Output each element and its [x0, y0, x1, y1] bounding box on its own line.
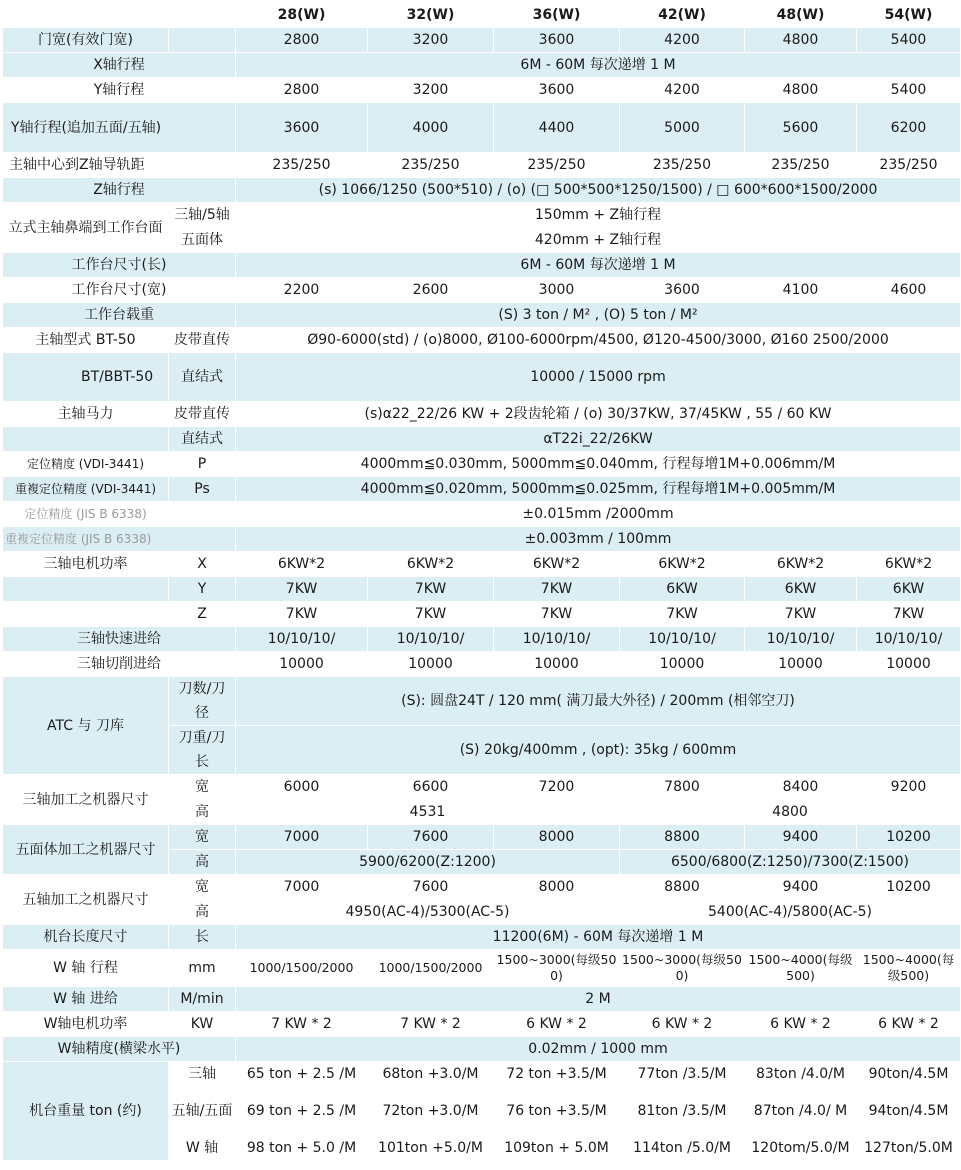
cell-value: 10000: [236, 652, 368, 677]
row-sublabel: P: [169, 452, 236, 477]
cell-value: 114ton /5.0/M: [620, 1136, 745, 1161]
cell-value: 4000mm≦0.030mm, 5000mm≦0.040mm, 行程每增1M+0.006mm/M: [236, 452, 961, 477]
cell-value: 10000: [620, 652, 745, 677]
row-label: 主轴型式 BT-50: [3, 328, 169, 353]
cell-value: (S) 20kg/400mm , (opt): 35kg / 600mm: [236, 726, 961, 775]
cell-value: 8000: [494, 825, 620, 850]
spec-row-weight-1: [3, 1062, 961, 1087]
row-sublabel: Z: [169, 602, 236, 627]
spec-row-dim5axis-w: [3, 875, 961, 900]
cell-value: 7KW: [494, 577, 620, 602]
cell-value: 3200: [368, 28, 494, 53]
cell-value: 3600: [236, 103, 368, 153]
cell-value: Ø90-6000(std) / (o)8000, Ø100-6000rpm/4500, Ø120-4500/3000, Ø160 2500/2000: [236, 328, 961, 353]
row-label-empty: [3, 577, 169, 602]
cell-value: 1500~4000(每级500): [857, 950, 961, 987]
row-label: Z轴行程: [3, 178, 236, 203]
cell-value: 4400: [494, 103, 620, 153]
row-label-empty: [3, 602, 169, 627]
row-label: 五轴加工之机器尺寸: [3, 875, 169, 925]
row-sublabel: 直结式: [169, 353, 236, 402]
cell-value: 4800: [745, 28, 857, 53]
spec-row-x-travel: [3, 53, 961, 78]
cell-value: 6KW*2: [236, 552, 368, 577]
cell-value: 2800: [236, 78, 368, 103]
spec-table: [2, 2, 961, 1161]
row-sublabel: 宽: [169, 875, 236, 900]
row-label: 主轴中心到Z轴导轨距: [3, 153, 236, 178]
cell-value: 235/250: [620, 153, 745, 178]
spec-row-w-feed: [3, 987, 961, 1012]
cell-value: 4000mm≦0.020mm, 5000mm≦0.025mm, 行程每增1M+0.005mm/M: [236, 477, 961, 502]
row-sublabel: 刀重/刀长: [169, 726, 236, 775]
row-sublabel: 三轴: [169, 1062, 236, 1087]
row-sublabel: KW: [169, 1012, 236, 1037]
cell-value: 6 KW * 2: [857, 1012, 961, 1037]
cell-value: 10/10/10/: [745, 627, 857, 652]
cell-value: 0.02mm / 1000 mm: [236, 1037, 961, 1062]
spec-row-y-travel: [3, 78, 961, 103]
cell-value: 3600: [620, 278, 745, 303]
row-label: W轴电机功率: [3, 1012, 169, 1037]
cell-value: 6KW*2: [620, 552, 745, 577]
cell-value: 1500~3000(每级500): [494, 950, 620, 987]
cell-value: 87ton /4.0/ M: [745, 1087, 857, 1136]
cell-value: 72 ton +3.5/M: [494, 1062, 620, 1087]
cell-value: 8400: [745, 775, 857, 800]
cell-value: ±0.003mm / 100mm: [236, 527, 961, 552]
cell-value: 3200: [368, 78, 494, 103]
cell-value: 6500/6800(Z:1250)/7300(Z:1500): [620, 850, 961, 875]
cell-value: 6 KW * 2: [745, 1012, 857, 1037]
row-sublabel: 宽: [169, 775, 236, 800]
row-sublabel: 长: [169, 925, 236, 950]
row-sublabel: 刀数/刀径: [169, 677, 236, 726]
cell-value: 5400: [857, 78, 961, 103]
row-label: Y轴行程(追加五面/五轴): [3, 103, 236, 153]
spec-row-w-travel: [3, 950, 961, 987]
cell-value: 6KW*2: [745, 552, 857, 577]
cell-value: 6KW: [620, 577, 745, 602]
row-label: W 轴 进给: [3, 987, 169, 1012]
cell-value: 10000: [857, 652, 961, 677]
row-label: 工作台尺寸(长): [3, 253, 236, 278]
cell-value: 6KW*2: [368, 552, 494, 577]
cell-value: 94ton/4.5M: [857, 1087, 961, 1136]
spec-row-motor-y: [3, 577, 961, 602]
cell-value: 4600: [857, 278, 961, 303]
row-label: 主轴马力: [3, 402, 169, 427]
cell-value: 7200: [494, 775, 620, 800]
row-sublabel: 五面体: [169, 228, 236, 253]
model-header: 42(W): [620, 3, 745, 28]
cell-value: 6 KW * 2: [620, 1012, 745, 1037]
cell-value: 5400(AC-4)/5800(AC-5): [620, 900, 961, 925]
cell-value: 127ton/5.0M: [857, 1136, 961, 1161]
cell-value: 2200: [236, 278, 368, 303]
cell-value: 6KW: [857, 577, 961, 602]
cell-value: 6M - 60M 每次递增 1 M: [236, 253, 961, 278]
row-sublabel: Ps: [169, 477, 236, 502]
cell-value: (s) 1066/1250 (500*510) / (o) (□ 500*500*1250/1500) / □ 600*600*1500/2000: [236, 178, 961, 203]
spec-row-motor-x: [3, 552, 961, 577]
row-label: X轴行程: [3, 53, 236, 78]
cell-value: 7600: [368, 875, 494, 900]
cell-value: 10/10/10/: [857, 627, 961, 652]
row-sublabel: 高: [169, 850, 236, 875]
row-sublabel: M/min: [169, 987, 236, 1012]
row-label: 工作台尺寸(宽): [3, 278, 236, 303]
spec-row-z-travel: [3, 178, 961, 203]
cell-value: 10200: [857, 825, 961, 850]
cell-value: 10000: [368, 652, 494, 677]
row-sublabel: 五轴/五面: [169, 1087, 236, 1136]
row-sublabel: 三轴/5轴: [169, 203, 236, 228]
row-label: 定位精度 (JIS B 6338): [3, 502, 169, 527]
cell-value: 420mm + Z轴行程: [236, 228, 961, 253]
cell-value: 8800: [620, 825, 745, 850]
cell-value: 1000/1500/2000: [368, 950, 494, 987]
row-label: Y轴行程: [3, 78, 236, 103]
spec-row-rep-jis: [3, 527, 961, 552]
row-label-empty: [3, 427, 169, 452]
cell-value: 7 KW * 2: [236, 1012, 368, 1037]
header-row: [3, 3, 961, 28]
cell-value: 235/250: [857, 153, 961, 178]
cell-value: 4000: [368, 103, 494, 153]
cell-value: 3600: [494, 28, 620, 53]
spec-row-motor-z: [3, 602, 961, 627]
cell-value: 8000: [494, 875, 620, 900]
cell-value: 6600: [368, 775, 494, 800]
cell-value: 8800: [620, 875, 745, 900]
cell-value: 7KW: [494, 602, 620, 627]
cell-value: 7KW: [620, 602, 745, 627]
cell-value: 10000 / 15000 rpm: [236, 353, 961, 402]
row-label: 门宽(有效门宽): [3, 28, 169, 53]
cell-value: 11200(6M) - 60M 每次递增 1 M: [236, 925, 961, 950]
cell-value: 7KW: [236, 577, 368, 602]
row-label: BT/BBT-50: [3, 353, 169, 402]
header-blank: [3, 3, 169, 28]
spec-row-dim3-w: [3, 775, 961, 800]
model-header: 28(W): [236, 3, 368, 28]
row-label: 重複定位精度 (JIS B 6338): [3, 527, 236, 552]
cell-value: 4531: [236, 800, 620, 825]
row-label: ATC 与 刀库: [3, 677, 169, 775]
cell-value: 3600: [494, 78, 620, 103]
spec-row-dim5face-w: [3, 825, 961, 850]
cell-value: (s)α22_22/26 KW + 2段齿轮箱 / (o) 30/37KW, 37/45KW , 55 / 60 KW: [236, 402, 961, 427]
row-label: 三轴电机功率: [3, 552, 169, 577]
cell-value: 10/10/10/: [368, 627, 494, 652]
cell-value: 5600: [745, 103, 857, 153]
cell-value: 90ton/4.5M: [857, 1062, 961, 1087]
cell-value: 2600: [368, 278, 494, 303]
cell-value: 7KW: [368, 577, 494, 602]
cell-value: 7KW: [368, 602, 494, 627]
spec-row-w-accuracy: [3, 1037, 961, 1062]
cell-value: 77ton /3.5/M: [620, 1062, 745, 1087]
cell-value: 6KW*2: [857, 552, 961, 577]
cell-value: 7800: [620, 775, 745, 800]
row-sublabel: [169, 502, 236, 527]
model-header: 32(W): [368, 3, 494, 28]
spec-row-door-width: [3, 28, 961, 53]
cell-value: 5000: [620, 103, 745, 153]
cell-value: 7000: [236, 825, 368, 850]
spec-row-pos-jis: [3, 502, 961, 527]
cell-value: 6KW: [745, 577, 857, 602]
cell-value: (S) 3 ton / M² , (O) 5 ton / M²: [236, 303, 961, 328]
cell-value: 10000: [745, 652, 857, 677]
cell-value: 98 ton + 5.0 /M: [236, 1136, 368, 1161]
cell-value: 6 KW * 2: [494, 1012, 620, 1037]
cell-value: 10200: [857, 875, 961, 900]
cell-value: 69 ton + 2.5 /M: [236, 1087, 368, 1136]
spec-row-table-length: [3, 253, 961, 278]
spec-row-pos-vdi: [3, 452, 961, 477]
spec-row-atc: [3, 677, 961, 726]
cell-value: 83ton /4.0/M: [745, 1062, 857, 1087]
cell-value: 7KW: [236, 602, 368, 627]
spec-row-rapid: [3, 627, 961, 652]
cell-value: 7000: [236, 875, 368, 900]
cell-value: 81ton /3.5/M: [620, 1087, 745, 1136]
spec-row-w-motor: [3, 1012, 961, 1037]
cell-value: αT22i_22/26KW: [236, 427, 961, 452]
row-label: W 轴 行程: [3, 950, 169, 987]
cell-value: 4800: [620, 800, 961, 825]
spec-row-spindle-hp: [3, 402, 961, 427]
cell-value: 235/250: [494, 153, 620, 178]
row-sublabel: [169, 28, 236, 53]
row-label: W轴精度(横梁水平): [3, 1037, 236, 1062]
cell-value: 76 ton +3.5/M: [494, 1087, 620, 1136]
cell-value: 7KW: [857, 602, 961, 627]
row-sublabel: 直结式: [169, 427, 236, 452]
cell-value: 6000: [236, 775, 368, 800]
cell-value: 101ton +5.0/M: [368, 1136, 494, 1161]
model-header: 48(W): [745, 3, 857, 28]
cell-value: 9200: [857, 775, 961, 800]
row-label: 定位精度 (VDI-3441): [3, 452, 169, 477]
cell-value: 6200: [857, 103, 961, 153]
row-sublabel: 皮带直传: [169, 328, 236, 353]
cell-value: 4200: [620, 78, 745, 103]
row-sublabel: W 轴: [169, 1136, 236, 1161]
cell-value: 235/250: [236, 153, 368, 178]
cell-value: 6M - 60M 每次递增 1 M: [236, 53, 961, 78]
cell-value: 10/10/10/: [620, 627, 745, 652]
row-sublabel: 高: [169, 800, 236, 825]
spec-row-nose-table: [3, 203, 961, 228]
row-label: 三轴切削进给: [3, 652, 236, 677]
spec-row-table-load: [3, 303, 961, 328]
cell-value: 68ton +3.0/M: [368, 1062, 494, 1087]
row-label: 工作台载重: [3, 303, 236, 328]
row-sublabel: X: [169, 552, 236, 577]
cell-value: 65 ton + 2.5 /M: [236, 1062, 368, 1087]
cell-value: 10/10/10/: [494, 627, 620, 652]
model-header: 36(W): [494, 3, 620, 28]
row-label: 三轴快速进给: [3, 627, 236, 652]
spec-row-spindle-type: [3, 328, 961, 353]
spec-row-rep-vdi: [3, 477, 961, 502]
spec-row-spindle-type-2: [3, 353, 961, 402]
row-label: 三轴加工之机器尺寸: [3, 775, 169, 825]
cell-value: ±0.015mm /2000mm: [236, 502, 961, 527]
header-blank: [169, 3, 236, 28]
spec-row-y-travel-5: [3, 103, 961, 153]
cell-value: 235/250: [368, 153, 494, 178]
cell-value: 5400: [857, 28, 961, 53]
cell-value: 1000/1500/2000: [236, 950, 368, 987]
cell-value: 10000: [494, 652, 620, 677]
cell-value: 7KW: [745, 602, 857, 627]
cell-value: 10/10/10/: [236, 627, 368, 652]
spec-row-table-width: [3, 278, 961, 303]
cell-value: 150mm + Z轴行程: [236, 203, 961, 228]
cell-value: 9400: [745, 875, 857, 900]
cell-value: 2 M: [236, 987, 961, 1012]
cell-value: 1500~3000(每级500): [620, 950, 745, 987]
cell-value: 7600: [368, 825, 494, 850]
spec-row-cutting: [3, 652, 961, 677]
cell-value: (S): 圆盘24T / 120 mm( 满刀最大外径) / 200mm (相邻空刀): [236, 677, 961, 726]
cell-value: 5900/6200(Z:1200): [236, 850, 620, 875]
row-label: 立式主轴鼻端到工作台面: [3, 203, 169, 253]
cell-value: 1500~4000(每级500): [745, 950, 857, 987]
model-header: 54(W): [857, 3, 961, 28]
spec-row-length: [3, 925, 961, 950]
spec-row-spindle-center: [3, 153, 961, 178]
row-label: 机台重量 ton (约): [3, 1062, 169, 1161]
cell-value: 4800: [745, 78, 857, 103]
row-label: 重複定位精度 (VDI-3441): [3, 477, 169, 502]
cell-value: 9400: [745, 825, 857, 850]
cell-value: 7 KW * 2: [368, 1012, 494, 1037]
cell-value: 235/250: [745, 153, 857, 178]
row-sublabel: 高: [169, 900, 236, 925]
cell-value: 72ton +3.0/M: [368, 1087, 494, 1136]
cell-value: 109ton + 5.0M: [494, 1136, 620, 1161]
row-sublabel: mm: [169, 950, 236, 987]
cell-value: 4950(AC-4)/5300(AC-5): [236, 900, 620, 925]
row-sublabel: 宽: [169, 825, 236, 850]
cell-value: 6KW*2: [494, 552, 620, 577]
cell-value: 2800: [236, 28, 368, 53]
row-sublabel: 皮带直传: [169, 402, 236, 427]
spec-row-spindle-hp-2: [3, 427, 961, 452]
row-sublabel: Y: [169, 577, 236, 602]
cell-value: 120tom/5.0/M: [745, 1136, 857, 1161]
cell-value: 3000: [494, 278, 620, 303]
row-label: 五面体加工之机器尺寸: [3, 825, 169, 875]
row-label: 机台长度尺寸: [3, 925, 169, 950]
cell-value: 4200: [620, 28, 745, 53]
cell-value: 4100: [745, 278, 857, 303]
